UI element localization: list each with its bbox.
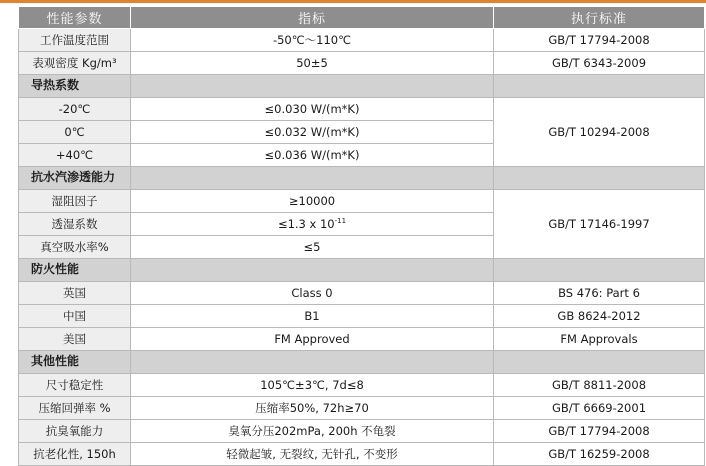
standard-cell: GB/T 6343-2009 <box>494 52 705 75</box>
section-header-thermal <box>19 75 705 98</box>
param-cell: 中国 <box>19 305 131 328</box>
value-cell: ≤5 <box>131 236 494 259</box>
table-header-row <box>19 7 705 29</box>
table-row <box>19 282 705 305</box>
standard-cell: FM Approvals <box>494 328 705 351</box>
section-filler <box>131 167 494 190</box>
param-cell: 美国 <box>19 328 131 351</box>
standard-cell: GB/T 17146-1997 <box>494 190 705 259</box>
value-cell <box>131 213 494 236</box>
section-filler <box>131 259 494 282</box>
value-cell: ≤0.036 W/(m*K) <box>131 144 494 167</box>
section-filler <box>494 259 705 282</box>
section-filler <box>131 75 494 98</box>
value-cell: 轻微起皱, 无裂纹, 无针孔, 不变形 <box>131 443 494 466</box>
param-cell: 压缩回弹率 % <box>19 397 131 420</box>
table-row <box>19 29 705 52</box>
param-cell: 抗臭氧能力 <box>19 420 131 443</box>
standard-cell: BS 476: Part 6 <box>494 282 705 305</box>
header-standard: 执行标准 <box>494 7 705 29</box>
section-label: 抗水汽渗透能力 <box>19 167 131 190</box>
param-cell: 英国 <box>19 282 131 305</box>
table-row <box>19 190 705 213</box>
standard-cell: GB/T 10294-2008 <box>494 98 705 167</box>
table-row <box>19 328 705 351</box>
section-label: 其他性能 <box>19 351 131 374</box>
section-label: 导热系数 <box>19 75 131 98</box>
value-cell: FM Approved <box>131 328 494 351</box>
param-cell: 工作温度范围 <box>19 29 131 52</box>
header-value: 指标 <box>131 7 494 29</box>
section-label: 防火性能 <box>19 259 131 282</box>
param-cell: 尺寸稳定性 <box>19 374 131 397</box>
section-header-vapor <box>19 167 705 190</box>
value-cell: 压缩率50%, 72h≥70 <box>131 397 494 420</box>
table-row <box>19 397 705 420</box>
section-filler <box>494 75 705 98</box>
table-row <box>19 420 705 443</box>
standard-cell: GB/T 16259-2008 <box>494 443 705 466</box>
table-row <box>19 443 705 466</box>
param-cell: 透湿系数 <box>19 213 131 236</box>
section-header-other <box>19 351 705 374</box>
value-exponent: -11 <box>334 216 347 225</box>
section-filler <box>494 167 705 190</box>
standard-cell: GB/T 17794-2008 <box>494 420 705 443</box>
table-row <box>19 374 705 397</box>
param-cell: 湿阻因子 <box>19 190 131 213</box>
param-cell: 真空吸水率% <box>19 236 131 259</box>
standard-cell: GB/T 17794-2008 <box>494 29 705 52</box>
table-row <box>19 305 705 328</box>
value-base: ≤1.3 x 10 <box>277 216 335 231</box>
table-row <box>19 52 705 75</box>
param-cell: -20℃ <box>19 98 131 121</box>
value-cell: ≤0.032 W/(m*K) <box>131 121 494 144</box>
param-cell: 抗老化性, 150h <box>19 443 131 466</box>
standard-cell: GB 8624-2012 <box>494 305 705 328</box>
value-cell: ≤0.030 W/(m*K) <box>131 98 494 121</box>
standard-cell: GB/T 6669-2001 <box>494 397 705 420</box>
top-accent-bar <box>0 0 706 3</box>
value-cell: 臭氧分压202mPa, 200h 不龟裂 <box>131 420 494 443</box>
section-header-fire <box>19 259 705 282</box>
param-cell: 表观密度 Kg/m³ <box>19 52 131 75</box>
value-cell: 50±5 <box>131 52 494 75</box>
section-filler <box>494 351 705 374</box>
value-cell: Class 0 <box>131 282 494 305</box>
value-cell: B1 <box>131 305 494 328</box>
header-param: 性能参数 <box>19 7 131 29</box>
spec-table <box>18 6 705 466</box>
section-filler <box>131 351 494 374</box>
value-cell: ≥10000 <box>131 190 494 213</box>
standard-cell: GB/T 8811-2008 <box>494 374 705 397</box>
table-row <box>19 98 705 121</box>
value-cell: 105℃±3℃, 7d≤8 <box>131 374 494 397</box>
param-cell: 0℃ <box>19 121 131 144</box>
value-cell: -50℃～110℃ <box>131 29 494 52</box>
param-cell: +40℃ <box>19 144 131 167</box>
